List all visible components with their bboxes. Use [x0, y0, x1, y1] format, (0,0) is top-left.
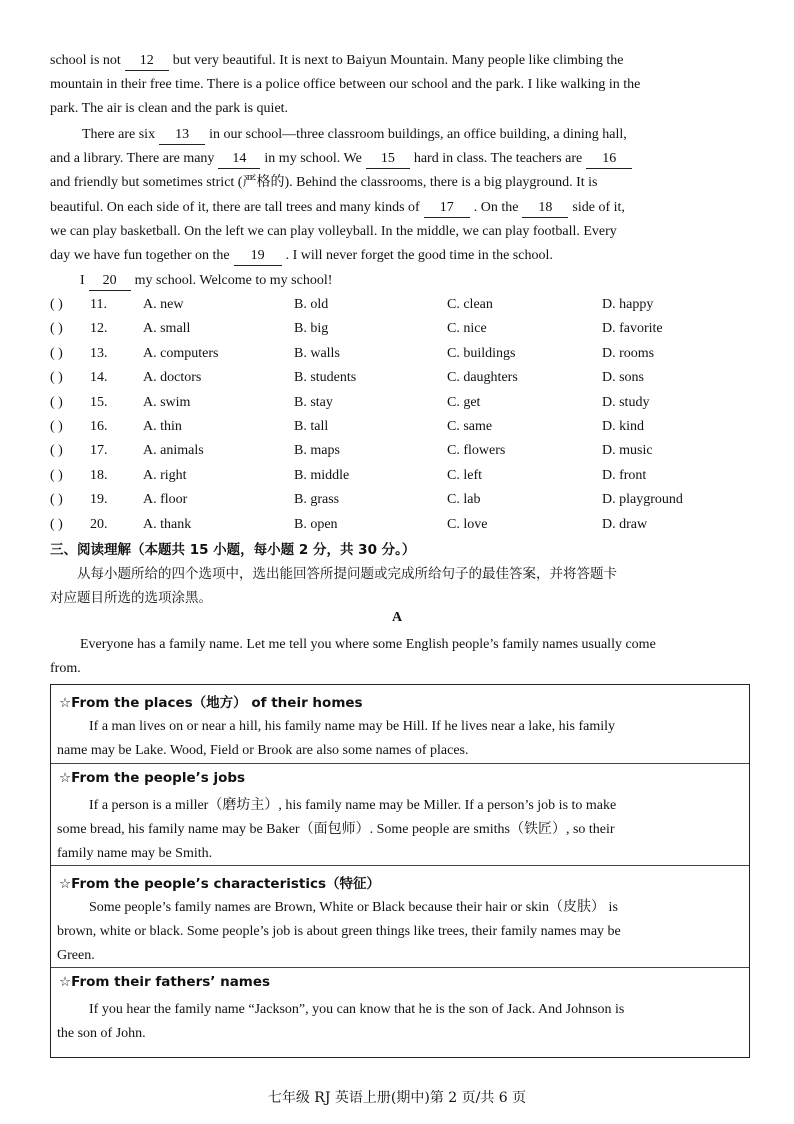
blank-12: 12: [125, 52, 169, 71]
blank-18: 18: [522, 199, 568, 218]
box-section-heading: ☆From the people’s characteristics（特征）: [59, 876, 381, 892]
option-a: A. small: [143, 321, 191, 337]
question-number: 19.: [90, 492, 108, 508]
text-line: [50, 244, 746, 268]
option-c: C. nice: [447, 321, 487, 337]
option-b: B. big: [294, 321, 329, 337]
option-a: A. animals: [143, 443, 204, 459]
blank-13: 13: [159, 126, 205, 145]
text-line: park. The air is clean and the park is quiet.: [50, 101, 289, 117]
option-d: D. kind: [602, 418, 644, 434]
text-fragment: in our school—three classroom buildings, an office building, a dining hall,: [209, 127, 627, 142]
text-line: we can play basketball. On the left we can play volleyball. In the middle, we can play football. Every: [50, 223, 617, 239]
text-fragment: and a library. There are many: [50, 151, 215, 167]
cloze-paragraph-1: [50, 49, 746, 122]
passage-intro: [50, 633, 746, 681]
instruction-line: 从每小题所给的四个选项中，选出能回答所提问题或完成所给句子的最佳答案，并将答题卡: [77, 566, 617, 582]
box-section-heading: ☆From the people’s jobs: [59, 770, 246, 786]
option-b: B. students: [294, 370, 357, 386]
box-section-places: [51, 685, 749, 763]
option-d: D. front: [602, 467, 647, 483]
option-d: D. playground: [602, 492, 683, 508]
section-heading: 三、阅读理解（本题共 15 小题，每小题 2 分，共 30 分。）: [50, 542, 416, 558]
question-number: 11.: [90, 297, 107, 312]
text-fragment: my school. Welcome to my school!: [134, 273, 333, 288]
question-row: [50, 317, 750, 341]
text-fragment: side of it,: [572, 199, 625, 215]
text-line: [50, 123, 746, 147]
text-line: Some people’s family names are Brown, White or Black because their hair or skin（皮肤） is: [89, 900, 618, 915]
question-number: 17.: [90, 443, 108, 459]
text-line: the son of John.: [57, 1026, 146, 1041]
text-line: brown, white or black. Some people’s job is about green things like trees, their family names may be: [57, 924, 621, 939]
box-section-jobs: [51, 763, 749, 866]
question-row: [50, 488, 750, 512]
box-section-text: [57, 896, 745, 968]
option-a: A. swim: [143, 394, 191, 410]
question-row: [50, 293, 750, 317]
box-section-text: [57, 794, 745, 866]
blank-20: 20: [89, 272, 131, 291]
answer-bracket[interactable]: ( ): [50, 370, 63, 386]
passage-letter: A: [391, 610, 403, 625]
text-line: Green.: [57, 948, 95, 963]
option-b: B. stay: [294, 394, 333, 410]
text-fragment: . I will never forget the good time in the school.: [285, 248, 553, 264]
question-number: 20.: [90, 516, 108, 532]
option-d: D. study: [602, 394, 650, 410]
blank-16: 16: [586, 150, 632, 169]
text-fragment: . On the: [473, 199, 519, 215]
option-c: C. same: [447, 418, 493, 434]
cloze-paragraph-3: [50, 269, 746, 293]
option-a: A. computers: [143, 345, 219, 361]
option-b: B. old: [294, 297, 329, 312]
question-row: [50, 439, 750, 463]
text-line: from.: [50, 661, 81, 676]
answer-bracket[interactable]: ( ): [50, 492, 63, 508]
text-line: [50, 196, 746, 220]
text-line: [50, 147, 746, 171]
question-row: [50, 464, 750, 488]
text-fragment: There are six: [82, 127, 156, 142]
option-c: C. clean: [447, 297, 493, 312]
instruction-line: 对应题目所选的选项涂黑。: [50, 590, 212, 606]
option-a: A. floor: [143, 492, 188, 508]
text-fragment: hard in class. The teachers are: [413, 151, 583, 167]
cloze-paragraph-2: [50, 123, 746, 268]
option-c: C. get: [447, 394, 481, 410]
question-row: [50, 415, 750, 439]
text-fragment: but very beautiful. It is next to Baiyun Mountain. Many people like climbing the: [172, 53, 624, 68]
question-row: [50, 513, 750, 537]
blank-14: 14: [218, 150, 260, 169]
option-d: D. music: [602, 443, 653, 459]
option-a: A. new: [143, 297, 184, 312]
option-a: A. right: [143, 467, 187, 483]
text-fragment: school is not: [50, 53, 121, 68]
text-line: If a man lives on or near a hill, his family name may be Hill. If he lives near a lake, his family: [89, 719, 615, 734]
answer-bracket[interactable]: ( ): [50, 516, 63, 532]
option-d: D. sons: [602, 370, 645, 386]
answer-bracket[interactable]: ( ): [50, 418, 63, 434]
option-c: C. love: [447, 516, 488, 532]
box-section-text: [57, 715, 745, 763]
question-row: [50, 342, 750, 366]
text-line: [50, 269, 746, 293]
box-section-fathers-names: [51, 967, 749, 1060]
text-line: Everyone has a family name. Let me tell you where some English people’s family names usually come: [80, 637, 656, 652]
text-fragment: beautiful. On each side of it, there are tall trees and many kinds of: [50, 199, 420, 215]
answer-bracket[interactable]: ( ): [50, 467, 63, 483]
option-c: C. flowers: [447, 443, 506, 459]
text-fragment: in my school. We: [264, 151, 362, 167]
option-b: B. grass: [294, 492, 340, 508]
blank-15: 15: [366, 150, 410, 169]
option-b: B. maps: [294, 443, 340, 459]
answer-bracket[interactable]: ( ): [50, 394, 63, 410]
answer-bracket[interactable]: ( ): [50, 297, 63, 312]
option-a: A. doctors: [143, 370, 202, 386]
question-number: 14.: [90, 370, 108, 386]
option-c: C. daughters: [447, 370, 518, 386]
box-section-heading: ☆From their fathers’ names: [59, 974, 271, 990]
answer-bracket[interactable]: ( ): [50, 345, 63, 361]
text-line: If a person is a miller（磨坊主）, his family name may be Miller. If a person’s job is to make: [89, 798, 617, 813]
blank-17: 17: [424, 199, 470, 218]
text-line: some bread, his family name may be Baker（面包师）. Some people are smiths（铁匠）, so their: [57, 822, 615, 837]
question-number: 13.: [90, 345, 108, 361]
answer-bracket[interactable]: ( ): [50, 443, 63, 459]
box-section-heading: ☆From the places（地方） of their homes: [59, 695, 363, 711]
question-row: [50, 366, 750, 390]
option-a: A. thank: [143, 516, 192, 532]
box-section-characteristics: [51, 865, 749, 968]
text-line: name may be Lake. Wood, Field or Brook are also some names of places.: [57, 743, 469, 758]
question-number: 15.: [90, 394, 108, 410]
option-d: D. rooms: [602, 345, 655, 361]
text-line: and friendly but sometimes strict (严格的). Behind the classrooms, there is a big playground. It is: [50, 175, 598, 191]
option-d: D. draw: [602, 516, 648, 532]
option-b: B. middle: [294, 467, 350, 483]
section-instructions: [50, 562, 746, 610]
option-b: B. walls: [294, 345, 340, 361]
text-line: [50, 49, 746, 73]
page-footer: 七年级 RJ 英语上册(期中)第 2 页/共 6 页: [267, 1090, 527, 1106]
question-number: 16.: [90, 418, 108, 434]
text-fragment: I: [80, 273, 85, 288]
option-a: A. thin: [143, 418, 182, 434]
text-line: family name may be Smith.: [57, 846, 213, 861]
option-c: C. lab: [447, 492, 481, 508]
box-section-text: [57, 998, 745, 1046]
question-number: 18.: [90, 467, 108, 483]
family-names-box: [50, 684, 750, 1058]
option-c: C. left: [447, 467, 482, 483]
option-d: D. happy: [602, 297, 654, 312]
text-line: If you hear the family name “Jackson”, you can know that he is the son of Jack. And Johnson is: [89, 1002, 625, 1017]
text-fragment: day we have fun together on the: [50, 248, 230, 264]
option-d: D. favorite: [602, 321, 663, 337]
answer-bracket[interactable]: ( ): [50, 321, 63, 337]
blank-19: 19: [234, 247, 282, 266]
option-b: B. open: [294, 516, 338, 532]
multiple-choice-list: [50, 293, 750, 537]
text-line: mountain in their free time. There is a police office between our school and the park. I like walking in the: [50, 77, 641, 93]
option-b: B. tall: [294, 418, 329, 434]
question-number: 12.: [90, 321, 108, 337]
option-c: C. buildings: [447, 345, 516, 361]
question-row: [50, 391, 750, 415]
